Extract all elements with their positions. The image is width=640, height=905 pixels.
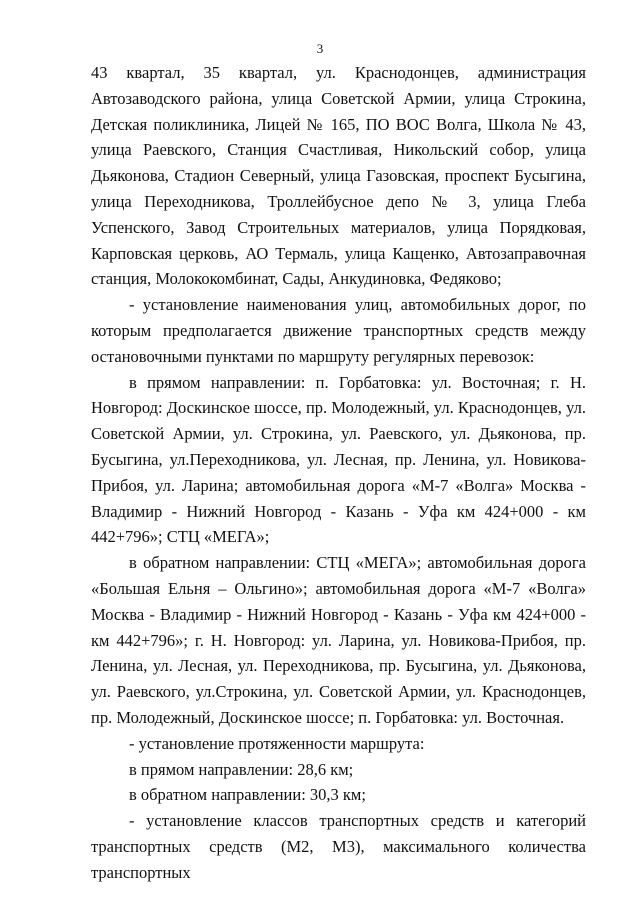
paragraph-reverse-direction: в обратном направлении: СТЦ «МЕГА»; автомобильная дорога «Большая Ельня – Ольгино»; автомобильная дорога «М-7 «Волга» Москва - Владимир - Нижний Новгород - Казань - Уфа км 424+000 - км 442+796»; г. Н. Новгород: ул. Ларина, ул. Новикова-Прибоя, пр. Ленина, ул. Лесная, ул. Переходникова, пр. Бусыгина, ул. Дьяконова, ул. Раевского, ул.Строкина, ул. Советской Армии, ул. Краснодонцев, пр. Молодежный, Доскинское шоссе; п. Горбатовка: ул. Восточная. (91, 553, 586, 727)
paragraph-forward-length: в прямом направлении: 28,6 км; (129, 759, 354, 779)
document-body (91, 60, 586, 886)
paragraph-forward-direction: в прямом направлении: п. Горбатовка: ул. Восточная; г. Н. Новгород: Доскинское шоссе, пр. Молодежный, ул. Краснодонцев, ул. Советской Армии, ул. Строкина, ул. Раевского, ул. Дьяконова, пр. Бусыгина, ул.Переходникова, ул. Лесная, пр. Ленина, ул. Новикова-Прибоя, ул. Ларина; автомобильная дорога «М-7 «Волга» Москва - Владимир - Нижний Новгород - Казань - Уфа км 424+000 - км 442+796»; СТЦ «МЕГА»; (91, 372, 586, 547)
paragraph-reverse-length: в обратном направлении: 30,3 км; (129, 785, 366, 805)
page-number: 3 (316, 41, 324, 56)
paragraph-vehicle-classes: - установление классов транспортных средств и категорий транспортных средств (М2, М3), максимального количества транспортных (91, 811, 586, 882)
paragraph-stop-list: 43 квартал, 35 квартал, ул. Краснодонцев, администрация Автозаводского района, улица Советской Армии, улица Строкина, Детская поликлиника, Лицей № 165, ПО ВОС Волга, Школа № 43, улица Раевского, Станция Счастливая, Никольский собор, улица Дьяконова, Стадион Северный, улица Газовская, проспект Бусыгина, улица Переходникова, Троллейбусное депо № 3, улица Глеба Успенского, Завод Строительных материалов, улица Порядковая, Карповская церковь, АО Термаль, улица Кащенко, Автозаправочная станция, Молококомбинат, Сады, Анкудиновка, Федяково; (91, 63, 586, 289)
paragraph-street-names-intro: - установление наименования улиц, автомобильных дорог, по которым предполагается движение транспортных средств между остановочными пунктами по маршруту регулярных перевозок: (91, 295, 586, 366)
paragraph-route-length-intro: - установление протяженности маршрута: (129, 733, 425, 753)
